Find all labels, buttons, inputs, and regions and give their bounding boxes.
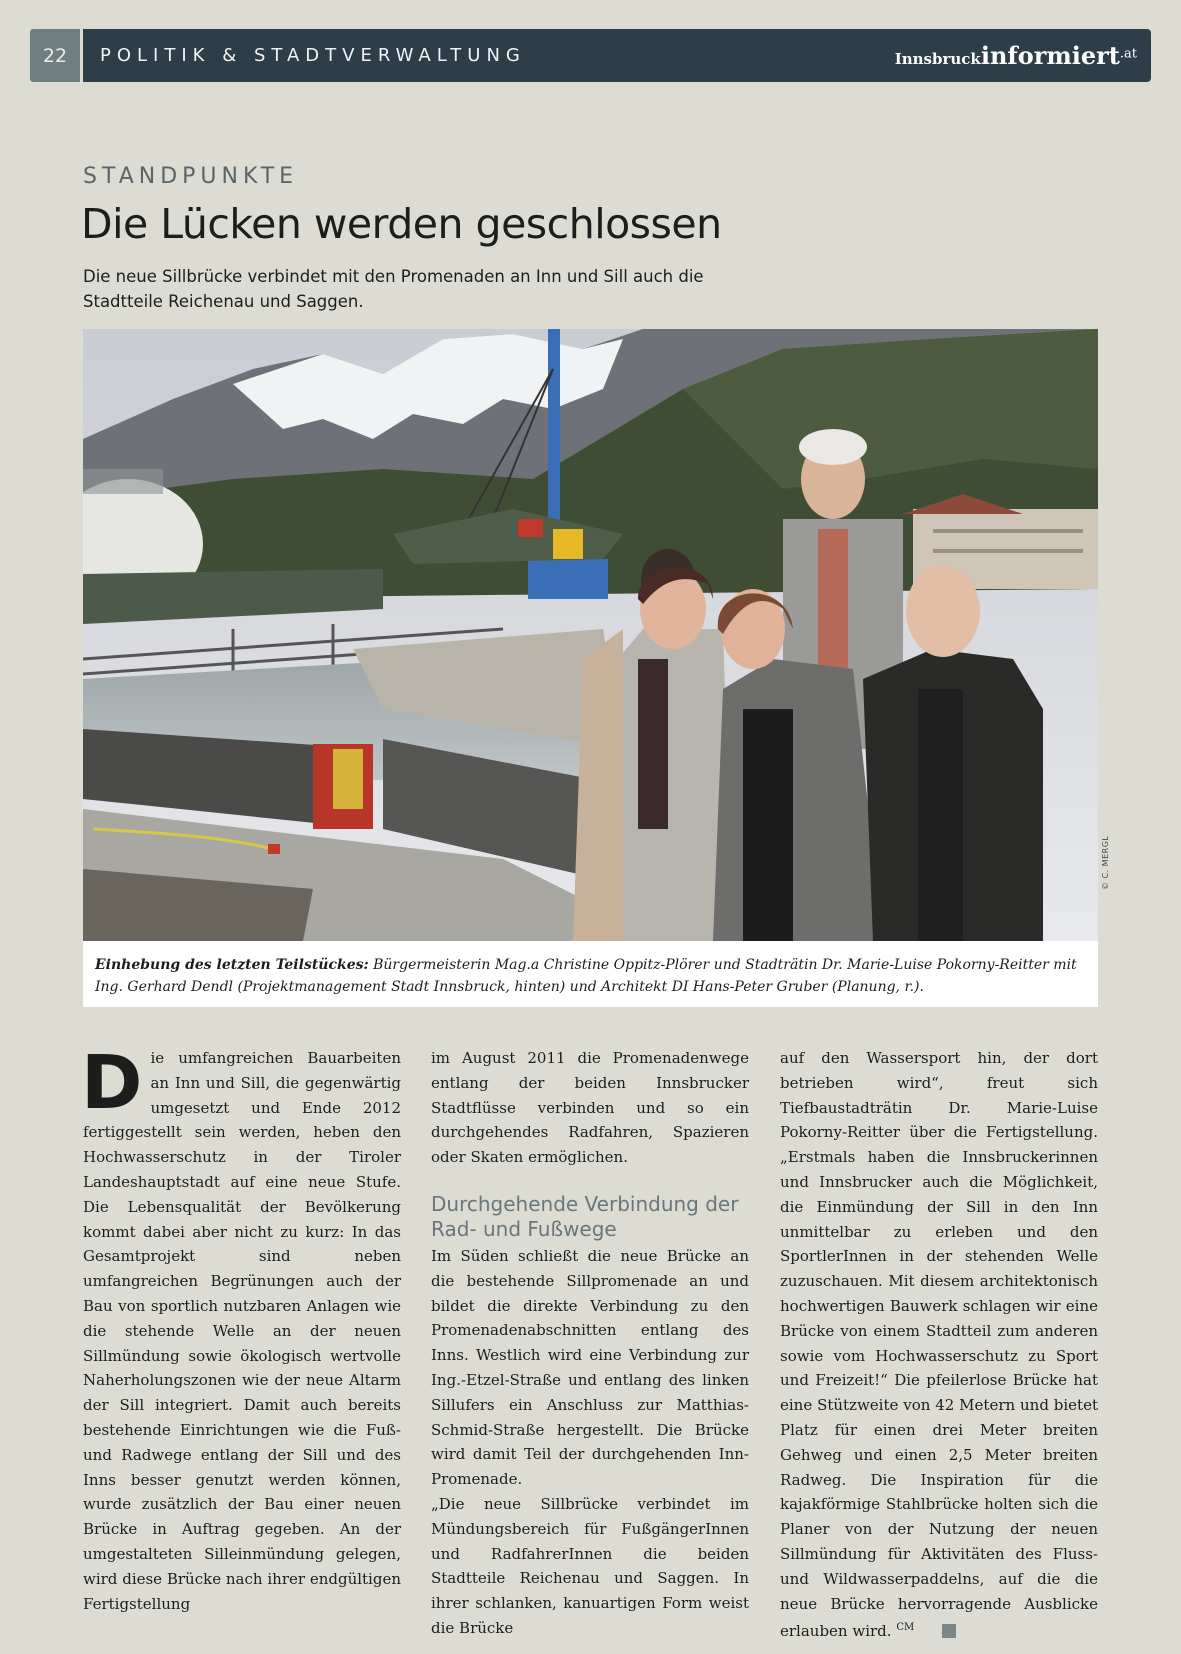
- photo-caption: [83, 941, 1098, 1007]
- article-photo: [83, 329, 1098, 941]
- photo-illustration: [83, 329, 1098, 941]
- page-number: 22: [30, 29, 80, 82]
- body-text: auf den Wassersport hin, der dort betrieben wird“, freut sich Tiefbaustadträtin Dr. Marie-Luise Pokorny-Reitter über die Fertigstellung. „Erstmals haben die Innsbruckerinnen und Innsbrucker auch die Möglichkeit, die Einmündung der Sill in den Inn unmittelbar zu erleben und den SportlerInnen in der stehenden Welle zuzuschauen. Mit diesem architektonisch hochwertigen Bauwerk schlagen wir eine Brücke von einem Stadtteil zum anderen sowie vom Hochwasserschutz zu Sport und Freizeit!“ Die pfeilerlose Brücke hat eine Stützweite von 42 Metern und bietet Platz für einen drei Meter breiten Gehweg und einen 2,5 Meter breiten Radweg. Die Inspiration für die kajakförmige Stahlbrücke holten sich die Planer von der Nutzung der neuen Sillmündung für Aktivitäten des Fluss- und Wildwasserpaddelns, auf die die neue Brücke hervorragende Ausblicke erlauben wird.: [780, 1049, 1098, 1641]
- body-text: „Die neue Sillbrücke verbindet im Mündungsbereich für FußgängerInnen und RadfahrerInnen die beiden Stadtteile Reichenau und Saggen. In ihrer schlanken, kanuartigen Form weist die Brücke: [431, 1494, 749, 1637]
- brand-main: informiert: [980, 41, 1120, 70]
- brand-suffix: .at: [1119, 46, 1137, 62]
- article-column-1: [81, 1040, 401, 1616]
- caption-text: Bürgermeisterin Mag.a Christine Oppitz-Plörer und Stadträtin Dr. Marie-Luise Pokorny-Reitter mit Ing. Gerhard Dendl (Projektmanagement Stadt Innsbruck, hinten) und Architekt DI Hans-Peter Gruber (Planung, r.).: [95, 957, 1077, 995]
- body-text: im August 2011 die Promenadenwege entlang der beiden Innsbrucker Stadtflüsse verbinden und so ein durchgehendes Radfahren, Spazieren oder Skaten ermöglichen.: [431, 1049, 749, 1167]
- brand-prefix: Innsbruck: [894, 50, 981, 68]
- article-column-3: [780, 1046, 1098, 1644]
- drop-cap: D: [81, 1040, 143, 1126]
- photo-credit: © C. MERGL: [1101, 835, 1110, 890]
- article-subhead: Durchgehende Verbindung der Rad- und Fußwege: [431, 1191, 739, 1241]
- body-text: ie umfangreichen Bauarbeiten an Inn und Sill, die gegenwärtig umgesetzt und Ende 2012 fertiggestellt sein werden, heben den Hochwasserschutz in der Tiroler Landeshauptstadt auf eine neue Stufe. Die Lebensqualität der Bevölkerung kommt dabei aber nicht zu kurz: In das Gesamtprojekt sind neben umfangreichen Begrünungen auch der Bau von sportlich nutzbaren Anlagen wie die stehende Welle an der neuen Sillmündung sowie ökologisch wertvolle Naherholungszonen wie der neue Altarm der Sill integriert. Damit auch bereits bestehende Einrichtungen wie die Fuß- und Radwege entlang der Sill und des Inns besser genutzt werden können, wurde zusätzlich der Bau einer neuen Brücke in Auftrag gegeben. An der umgestalteten Silleinmündung gelegen, wird diese Brücke nach ihrer endgültigen Fertigstellung: [83, 1049, 401, 1613]
- article-column-2: [431, 1046, 749, 1641]
- section-title: POLITIK & STADTVERWALTUNG: [100, 45, 526, 66]
- brand-logo: [895, 41, 1137, 70]
- article-headline: Die Lücken werden geschlossen: [81, 200, 722, 248]
- caption-lead: Einhebung des letzten Teilstückes:: [95, 957, 369, 973]
- body-text-wrap: [780, 1046, 1098, 1644]
- end-mark-icon: [942, 1624, 956, 1638]
- body-text: Im Süden schließt die neue Brücke an die bestehende Sillpromenade an und bildet die direkte Verbindung zu den Promenadenabschnitten entlang des Inns. Westlich wird eine Verbindung zur Ing.-Etzel-Straße und entlang des linken Sillufers ein Anschluss zur Matthias-Schmid-Straße hergestellt. Die Brücke wird damit Teil der durchgehenden Inn-Promenade.: [431, 1246, 749, 1489]
- article-kicker: STANDPUNKTE: [83, 164, 299, 189]
- article-lead: Die neue Sillbrücke verbindet mit den Promenaden an Inn und Sill auch die Stadtteile Reichenau und Saggen.: [83, 267, 704, 311]
- author-signature: CM: [896, 1622, 915, 1634]
- section-header-bar: [83, 29, 1151, 82]
